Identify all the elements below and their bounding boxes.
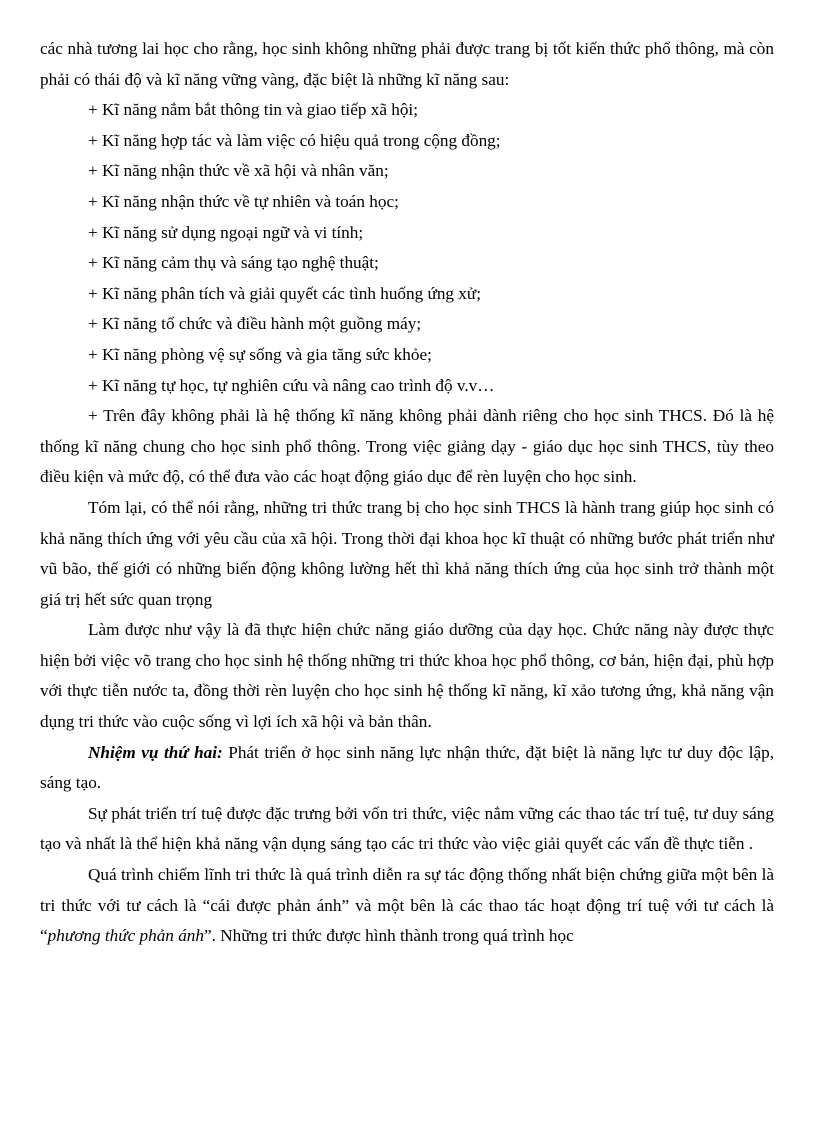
task-two-label: Nhiệm vụ thứ hai: [88, 742, 223, 762]
process-text-italic: phương thức phản ánh [47, 926, 204, 946]
intro-paragraph: các nhà tương lai học cho rằng, học sinh không những phải được trang bị tốt kiến thức phổ thông, mà còn phải có thái độ và kĩ năng vững vàng, đặc biệt là những kĩ năng sau: [40, 39, 774, 89]
process-text-before: Quá trình chiếm lĩnh tri thức là quá trình diễn ra sự tác động thống nhất biện chứng giữa một bên là tri thức với tư cách là “cái được phản ánh” và một bên là các thao tác hoạt động trí tuệ với tư cách là “ [40, 865, 774, 946]
skill-item: + Kĩ năng sử dụng ngoại ngữ và vi tính; [88, 222, 364, 242]
skill-item: + Kĩ năng phân tích và giải quyết các tình huống ứng xử; [88, 283, 481, 303]
summary-paragraph: Tóm lại, có thể nói rằng, những tri thức trang bị cho học sinh THCS là hành trang giúp học sinh có khả năng thích ứng với yêu cầu của xã hội. Trong thời đại khoa học kĩ thuật có những bước phát triển như vũ bão, thế giới có những biến động không lường hết thì khả năng thích ứng của học sinh trở thành một giá trị hết sức quan trọng [40, 497, 774, 609]
skills-list [40, 95, 774, 401]
skill-item: + Kĩ năng nắm bắt thông tin và giao tiếp xã hội; [88, 100, 418, 120]
task-two-text: Phát triển ở học sinh năng lực nhận thức, đặt biệt là năng lực tư duy độc lập, sáng tạo. [40, 742, 774, 793]
skill-item: + Kĩ năng nhận thức về tự nhiên và toán học; [88, 191, 399, 211]
function-paragraph: Làm được như vậy là đã thực hiện chức năng giáo dưỡng của dạy học. Chức năng này được thực hiện bởi việc võ trang cho học sinh hệ thống những tri thức khoa học phổ thông, cơ bản, hiện đại, phù hợp với thực tiễn nước ta, đồng thời rèn luyện cho học sinh hệ thống kĩ năng, kĩ xảo tương ứng, khả năng vận dụng tri thức vào cuộc sống vì lợi ích xã hội và bản thân. [40, 620, 774, 732]
skill-item: + Kĩ năng tổ chức và điều hành một guồng máy; [88, 314, 422, 334]
skill-item: + Kĩ năng nhận thức về xã hội và nhân văn; [88, 161, 389, 181]
process-text-after: ”. Những tri thức được hình thành trong quá trình học [203, 926, 574, 946]
note-paragraph: + Trên đây không phải là hệ thống kĩ năng không phải dành riêng cho học sinh THCS. Đó là hệ thống kĩ năng chung cho học sinh phổ thông. Trong việc giảng dạy - giáo dục học sinh THCS, tùy theo điều kiện và mức độ, có thể đưa vào các hoạt động giáo dục để rèn luyện cho học sinh. [40, 406, 774, 487]
process-paragraph [40, 860, 774, 952]
task-two-paragraph [40, 738, 774, 799]
development-paragraph: Sự phát triển trí tuệ được đặc trưng bởi vốn tri thức, việc nắm vững các thao tác trí tuệ, tư duy sáng tạo và nhất là thể hiện khả năng vận dụng sáng tạo các tri thức vào việc giải quyết các vấn đề thực tiễn . [40, 803, 774, 854]
skill-item: + Kĩ năng cảm thụ và sáng tạo nghệ thuật; [88, 253, 379, 273]
skill-item: + Kĩ năng phòng vệ sự sống và gia tăng sức khỏe; [88, 344, 432, 364]
skill-item: + Kĩ năng tự học, tự nghiên cứu và nâng cao trình độ v.v… [88, 375, 495, 395]
skill-item: + Kĩ năng hợp tác và làm việc có hiệu quả trong cộng đồng; [88, 130, 501, 150]
